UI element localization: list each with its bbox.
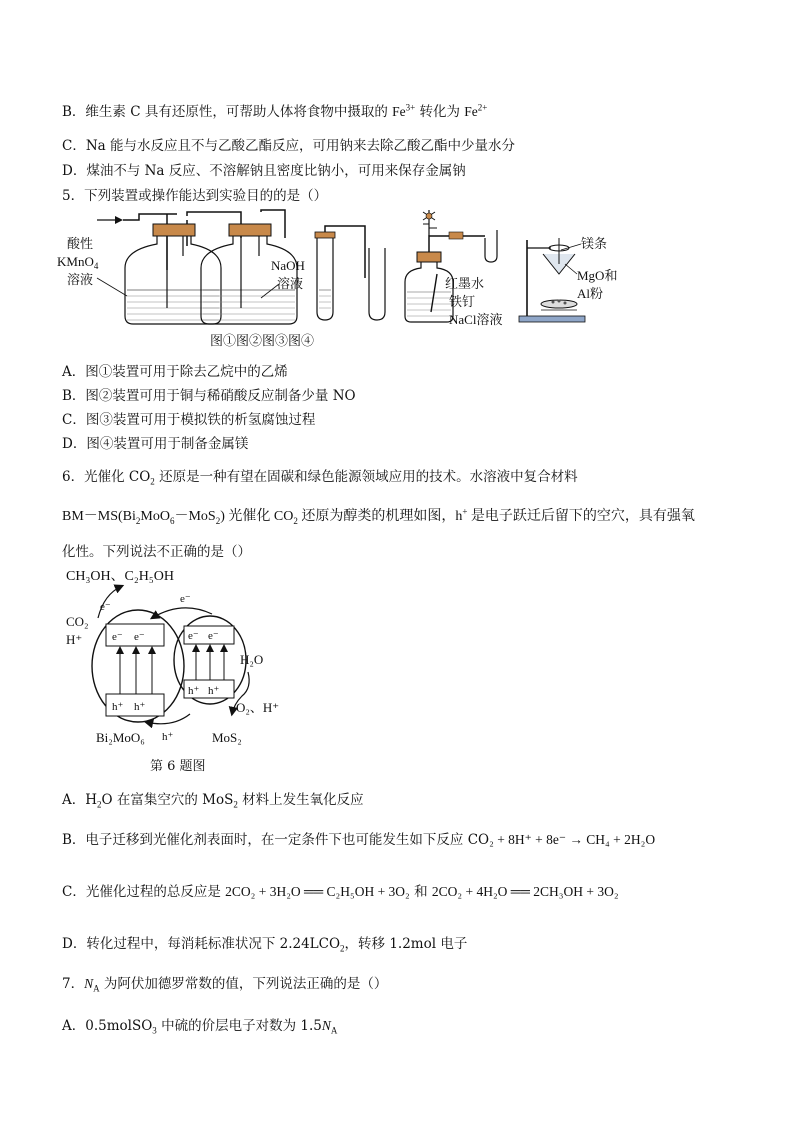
bottle-1 xyxy=(125,224,221,324)
label-co2: CO₂ xyxy=(66,614,89,629)
label-h-plus: H⁺ xyxy=(66,632,83,647)
q6-option-b: B．电子迁移到光催化剂表面时，在一定条件下也可能发生如下反应 CO₂ + 8H⁺ + 8e⁻ → CH₄ + 2H₂O xyxy=(62,832,656,848)
label-e-1: e⁻ xyxy=(100,601,111,613)
q6-stem-line-1: 6．光催化 $CO_2$ 还原是一种有望在固碳和绿色能源领域应用的技术。水溶液中复合材料 xyxy=(62,469,578,487)
svg-text:e⁻: e⁻ xyxy=(112,631,123,643)
fig3-test-tubes xyxy=(315,226,385,320)
q6-option-a: A．$H_2O$ 在富集空穴的 MoS$_2$ 材料上发生氧化反应 xyxy=(62,792,364,810)
label-h2o: H₂O xyxy=(240,652,264,667)
label-naoh: NaOH xyxy=(271,258,305,273)
fig4-thermite-apparatus xyxy=(519,238,585,322)
svg-text:h⁺: h⁺ xyxy=(188,685,200,697)
q5-option-d: D．图④装置可用于制备金属镁 xyxy=(62,436,249,452)
label-products: CH₃OH、C₂H₅OH xyxy=(66,569,174,584)
q4-option-c: C．Na 能与水反应且不与乙酸乙酯反应，可用钠来去除乙酸乙酯中少量水分 xyxy=(62,138,515,154)
bottle-2 xyxy=(201,224,297,324)
svg-text:h⁺: h⁺ xyxy=(112,701,124,713)
q6-option-c: C．光催化过程的总反应是 2CO₂ + 3H₂O ══ C₂H₅OH + 3O₂ 和 2CO₂ + 4H₂O ══ 2CH₃OH + 3O₂ xyxy=(62,884,619,900)
label-mgo: MgO和 xyxy=(577,268,618,283)
q6-stem-line-2: $BM-MS(Bi_2MoO_6-MoS_2)$ 光催化 $CO_2$ 还原为醇类的机理如图，h+ 是电子跃迁后留下的空穴，具有强氧 xyxy=(62,506,695,526)
mos2-particle xyxy=(174,616,246,704)
q6-figure-caption: 第 6 题图 xyxy=(150,759,206,774)
label-e-2: e⁻ xyxy=(180,593,191,605)
svg-text:e⁻: e⁻ xyxy=(208,630,219,642)
q5-option-b: B．图②装置可用于铜与稀硝酸反应制备少量 NO xyxy=(62,388,356,404)
q4-option-b: B．维生素 C 具有还原性，可帮助人体将食物中摄取的 $Fe^{3+}$ 转化为 $Fe^{2+}$ xyxy=(62,102,488,120)
q5-stem: 5．下列装置或操作能达到实验目的的是（） xyxy=(62,188,328,204)
svg-text:e⁻: e⁻ xyxy=(188,630,199,642)
q4-option-d: D．煤油不与 Na 反应、不溶解钠且密度比钠小，可用来保存金属钠 xyxy=(62,163,466,179)
label-mos2: MoS₂ xyxy=(212,730,242,745)
q6-mechanism-figure xyxy=(62,564,322,754)
label-solution-2: 溶液 xyxy=(277,276,304,291)
label-solution-1: 溶液 xyxy=(67,272,94,287)
q5-option-a: A．图①装置可用于除去乙烷中的乙烯 xyxy=(62,364,288,380)
label-mg-ribbon: 镁条 xyxy=(581,236,608,251)
svg-text:h⁺: h⁺ xyxy=(208,685,220,697)
label-nacl: NaCl溶液 xyxy=(449,312,503,327)
svg-text:h⁺: h⁺ xyxy=(134,701,146,713)
q6-stem-line-3: 化性。下列说法不正确的是（） xyxy=(62,544,251,560)
q7-stem: 7．$N_A$ 为阿伏加德罗常数的值，下列说法正确的是（） xyxy=(62,976,388,994)
inlet-arrow-icon xyxy=(97,216,123,224)
label-al: Al粉 xyxy=(577,286,604,301)
label-acidic: 酸性 xyxy=(67,236,94,251)
label-h-transfer: h⁺ xyxy=(162,731,174,743)
label-o2-h: O₂、H⁺ xyxy=(236,700,280,715)
q7-option-a: A．0.5molSO$_3$ 中硫的价层电子对数为 $1.5N_A$ xyxy=(62,1018,338,1036)
label-red-ink: 红墨水 xyxy=(445,276,485,291)
bi2moo6-particle xyxy=(92,610,184,722)
label-kmno4: KMnO$_4$ xyxy=(57,254,99,271)
label-bi2moo6: Bi₂MoO₆ xyxy=(96,730,145,745)
q5-apparatus-figure xyxy=(57,208,645,340)
q5-option-c: C．图③装置可用于模拟铁的析氢腐蚀过程 xyxy=(62,412,316,428)
q5-figure-caption: 图①图②图③图④ xyxy=(210,334,315,349)
label-iron-nail: 铁钉 xyxy=(449,294,476,309)
svg-text:e⁻: e⁻ xyxy=(134,631,145,643)
q6-option-d: D．转化过程中，每消耗标准状况下 $2.24LCO_2$，转移 1.2mol 电子 xyxy=(62,936,468,954)
